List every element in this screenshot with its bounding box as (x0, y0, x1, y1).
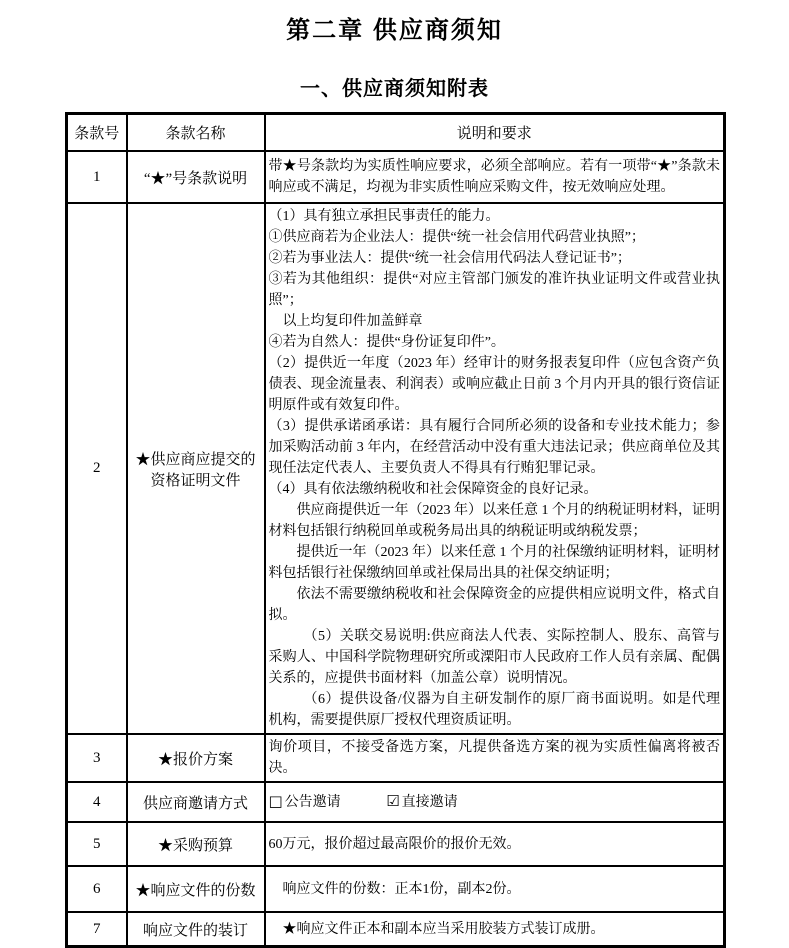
desc-paragraph: （3）提供承诺函承诺：具有履行合同所必须的设备和专业技术能力；参加采购活动前 3 年内，在经营活动中没有重大违法记录；供应商单位及其现任法定代表人、主要负责人不得具有行贿犯罪记录。 (268, 419, 720, 476)
option-direct-invitation (386, 791, 457, 813)
clause-desc (265, 734, 725, 782)
clause-name: 响应文件的装订 (127, 912, 265, 947)
desc-paragraph: 询价项目，不接受备选方案，凡提供备选方案的视为实质性偏离将被否决。 (268, 740, 720, 776)
clause-desc (265, 912, 725, 947)
col-header-clause-name: 条款名称 (127, 114, 265, 152)
option-label: 直接邀请 (401, 795, 458, 810)
clause-name: ★响应文件的份数 (127, 866, 265, 912)
table-row (67, 151, 725, 203)
clause-name: ★报价方案 (127, 734, 265, 782)
desc-paragraph: （5）关联交易说明:供应商法人代表、实际控制人、股东、高管与采购人、中国科学院物理研究所或溧阳市人民政府工作人员有亲属、配偶关系的，应提供书面材料（加盖公章）说明情况。 (268, 629, 720, 686)
supplier-notice-table (65, 112, 726, 948)
desc-paragraph: ③若为其他组织：提供“对应主管部门颁发的准许执业证明文件或营业执照”； (268, 272, 720, 308)
table-header-row (67, 114, 725, 152)
clause-no: 2 (67, 203, 127, 734)
chapter-title: 第二章 供应商须知 (286, 17, 503, 44)
col-header-description: 说明和要求 (265, 114, 725, 152)
desc-paragraph: 提供近一年（2023 年）以来任意 1 个月的社保缴纳证明材料，证明材料包括银行社保缴纳回单或社保局出具的社保交纳证明； (268, 545, 720, 581)
desc-paragraph: 供应商提供近一年（2023 年）以来任意 1 个月的纳税证明材料，证明材料包括银行纳税回单或税务局出具的纳税证明或纳税发票； (268, 503, 720, 539)
col-header-clause-no: 条款号 (67, 114, 127, 152)
clause-no: 4 (67, 782, 127, 822)
desc-paragraph: （2）提供近一年度（2023 年）经审计的财务报表复印件（应包含资产负债表、现金流量表、利润表）或响应截止日前 3 个月内开具的银行资信证明原件或有效复印件。 (268, 356, 720, 413)
table-row (67, 782, 725, 822)
desc-paragraph: 响应文件的份数：正本1份，副本2份。 (282, 881, 521, 897)
option-label: 公告邀请 (284, 795, 341, 810)
table-row (67, 912, 725, 947)
desc-paragraph: ②若为事业法人：提供“统一社会信用代码法人登记证书”； (268, 251, 631, 266)
table-row (67, 734, 725, 782)
desc-paragraph: ★响应文件正本和副本应当采用胶装方式装订成册。 (282, 921, 605, 937)
clause-desc (265, 866, 725, 912)
document-page (0, 10, 789, 948)
desc-paragraph: 依法不需要缴纳税收和社会保障资金的应提供相应说明文件，格式自拟。 (268, 587, 720, 623)
clause-desc (265, 822, 725, 866)
clause-name: “★”号条款说明 (127, 151, 265, 203)
section-title: 一、供应商须知附表 (300, 78, 489, 100)
table-row (67, 866, 725, 912)
desc-paragraph: （1）具有独立承担民事责任的能力。 (268, 209, 500, 224)
desc-paragraph: 带★号条款均为实质性响应要求，必须全部响应。若有一项带“★”条款未响应或不满足，均视为非实质性响应采购文件，按无效响应处理。 (268, 159, 720, 195)
checkbox-checked-icon: ☑ (386, 792, 400, 810)
table-row (67, 822, 725, 866)
option-public-announcement (269, 791, 341, 813)
clause-no: 1 (67, 151, 127, 203)
clause-no: 3 (67, 734, 127, 782)
desc-paragraph: 以上均复印件加盖鲜章 (282, 314, 423, 329)
desc-paragraph: ①供应商若为企业法人：提供“统一社会信用代码营业执照”； (268, 230, 645, 245)
desc-paragraph: （4）具有依法缴纳税收和社会保障资金的良好记录。 (268, 482, 598, 497)
table-row (67, 203, 725, 734)
checkbox-unchecked-icon: □ (268, 792, 283, 810)
clause-name: 供应商邀请方式 (127, 782, 265, 822)
invitation-method-options (265, 782, 725, 822)
desc-paragraph: （6）提供设备/仪器为自主研发制作的原厂商书面说明。如是代理机构，需要提供原厂授权代理资质证明。 (268, 692, 720, 728)
clause-name: ★采购预算 (127, 822, 265, 866)
desc-paragraph: ④若为自然人：提供“身份证复印件”。 (268, 335, 505, 350)
desc-paragraph: 60万元，报价超过最高限价的报价无效。 (268, 836, 521, 852)
clause-desc (265, 203, 725, 734)
clause-no: 7 (67, 912, 127, 947)
clause-no: 6 (67, 866, 127, 912)
clause-name: ★供应商应提交的资格证明文件 (127, 203, 265, 734)
clause-no: 5 (67, 822, 127, 866)
clause-desc (265, 151, 725, 203)
